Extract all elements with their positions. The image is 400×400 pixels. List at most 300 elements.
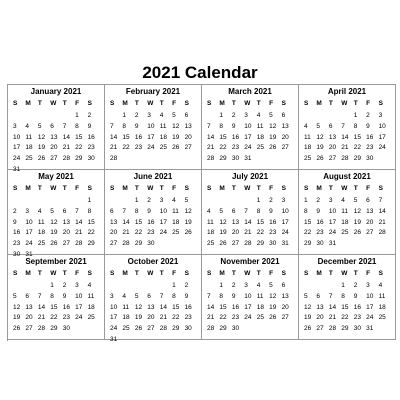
day-cell: 14 bbox=[110, 133, 118, 141]
empty-day-cell bbox=[219, 196, 231, 207]
empty-day-cell bbox=[50, 111, 62, 122]
day-cell: 20 bbox=[50, 144, 58, 152]
day-cell: 11 bbox=[122, 303, 130, 311]
day-cell: 2 bbox=[231, 282, 236, 289]
day-cell: 1 bbox=[122, 112, 127, 119]
empty-day-cell bbox=[122, 281, 134, 292]
day-cell: 1 bbox=[172, 282, 176, 289]
day-cell: 6 bbox=[328, 122, 333, 130]
day-cell: 1 bbox=[219, 112, 224, 119]
weekday-label: T bbox=[231, 100, 236, 107]
day-cell: 20 bbox=[147, 314, 155, 322]
day-cell: 20 bbox=[231, 229, 240, 237]
day-cell: 8 bbox=[304, 207, 308, 215]
empty-day-cell bbox=[122, 196, 134, 207]
day-cell: 27 bbox=[184, 144, 192, 152]
weekday-label: F bbox=[75, 100, 80, 107]
day-cell: 1 bbox=[341, 282, 345, 289]
day-cell: 18 bbox=[37, 229, 46, 237]
weekday-label: S bbox=[281, 100, 286, 107]
day-cell: 20 bbox=[281, 133, 289, 141]
day-cell: 27 bbox=[316, 325, 324, 333]
day-cell: 30 bbox=[269, 240, 277, 248]
empty-day-cell bbox=[38, 111, 50, 122]
day-cell: 21 bbox=[110, 144, 118, 152]
day-cell: 9 bbox=[366, 122, 370, 130]
day-cell: 12 bbox=[13, 303, 21, 311]
day-cell: 11 bbox=[87, 292, 95, 300]
day-cell: 8 bbox=[87, 207, 92, 215]
day-cell: 18 bbox=[304, 144, 312, 152]
day-cell: 11 bbox=[256, 122, 264, 130]
day-cell: 24 bbox=[13, 155, 21, 163]
weekday-label: W bbox=[50, 100, 57, 107]
day-cell: 28 bbox=[122, 240, 130, 248]
day-cell: 27 bbox=[231, 240, 240, 248]
day-cell: 22 bbox=[50, 314, 58, 322]
day-cell: 28 bbox=[244, 240, 252, 248]
day-cell: 19 bbox=[13, 314, 21, 322]
day-cell: 8 bbox=[134, 207, 139, 215]
day-cell: 19 bbox=[304, 314, 312, 322]
empty-day-cell bbox=[316, 111, 328, 122]
day-cell: 26 bbox=[184, 229, 192, 237]
month-panel bbox=[105, 85, 202, 170]
empty-day-cell bbox=[329, 281, 341, 292]
weekday-label: T bbox=[134, 270, 139, 277]
day-cell: 22 bbox=[341, 314, 349, 322]
day-cell: 7 bbox=[341, 122, 345, 130]
day-cell: 26 bbox=[172, 144, 180, 152]
day-grid bbox=[8, 111, 104, 176]
day-cell: 7 bbox=[110, 122, 114, 130]
month-name: July 2021 bbox=[231, 172, 269, 181]
day-cell: 18 bbox=[122, 314, 130, 322]
day-cell: 15 bbox=[353, 133, 361, 141]
day-cell: 4 bbox=[256, 282, 261, 289]
day-cell: 5 bbox=[134, 292, 139, 300]
month-panel bbox=[105, 255, 202, 343]
day-grid bbox=[299, 196, 395, 250]
month-name: January 2021 bbox=[30, 87, 82, 96]
day-cell: 24 bbox=[244, 144, 252, 152]
day-cell: 12 bbox=[353, 207, 361, 215]
day-cell: 4 bbox=[378, 282, 383, 289]
day-cell: 2 bbox=[184, 282, 189, 289]
weekday-label: F bbox=[75, 185, 80, 192]
month-name: February 2021 bbox=[125, 87, 181, 96]
weekday-header bbox=[8, 269, 104, 278]
day-cell: 30 bbox=[366, 155, 374, 163]
day-cell: 5 bbox=[269, 112, 273, 119]
weekday-label: W bbox=[341, 270, 348, 277]
day-cell: 28 bbox=[207, 155, 215, 163]
day-grid bbox=[105, 196, 201, 250]
day-cell: 21 bbox=[62, 144, 70, 152]
day-cell: 12 bbox=[219, 218, 227, 226]
month-panel bbox=[299, 85, 396, 170]
weekday-label: F bbox=[366, 270, 371, 277]
month-panel bbox=[202, 170, 299, 255]
day-cell: 2 bbox=[353, 282, 358, 289]
day-cell: 22 bbox=[172, 314, 180, 322]
day-cell: 17 bbox=[244, 303, 252, 311]
day-cell: 9 bbox=[231, 292, 236, 300]
weekday-label: S bbox=[378, 100, 383, 107]
day-cell: 29 bbox=[256, 240, 264, 248]
day-cell: 13 bbox=[328, 133, 337, 141]
day-cell: 23 bbox=[87, 144, 95, 152]
day-cell: 18 bbox=[172, 218, 180, 226]
day-cell: 23 bbox=[134, 144, 143, 152]
day-cell: 24 bbox=[244, 314, 252, 322]
day-cell: 30 bbox=[231, 155, 240, 163]
day-cell: 31 bbox=[25, 250, 33, 258]
day-cell: 19 bbox=[219, 229, 227, 237]
day-cell: 1 bbox=[219, 282, 224, 289]
day-cell: 23 bbox=[13, 240, 21, 248]
day-cell: 18 bbox=[256, 303, 264, 311]
empty-day-cell bbox=[63, 111, 75, 122]
weekday-header bbox=[299, 269, 395, 278]
day-cell: 24 bbox=[25, 240, 33, 248]
day-cell: 11 bbox=[256, 292, 264, 300]
day-cell: 8 bbox=[341, 292, 345, 300]
empty-day-cell bbox=[38, 196, 50, 207]
day-cell: 30 bbox=[353, 325, 361, 333]
weekday-label: W bbox=[341, 185, 348, 192]
day-cell: 10 bbox=[159, 207, 167, 215]
day-cell: 5 bbox=[304, 292, 308, 300]
day-cell: 25 bbox=[378, 314, 386, 322]
day-cell: 6 bbox=[184, 112, 189, 119]
weekday-label: M bbox=[219, 185, 225, 192]
day-cell: 10 bbox=[378, 122, 386, 130]
weekday-label: S bbox=[110, 185, 115, 192]
day-cell: 20 bbox=[316, 314, 324, 322]
day-cell: 28 bbox=[159, 325, 167, 333]
day-cell: 10 bbox=[366, 292, 374, 300]
day-cell: 10 bbox=[13, 133, 21, 141]
day-cell: 28 bbox=[62, 155, 70, 163]
weekday-label: F bbox=[269, 185, 274, 192]
empty-day-cell bbox=[13, 111, 25, 122]
day-cell: 19 bbox=[37, 144, 46, 152]
day-cell: 4 bbox=[256, 112, 261, 119]
day-cell: 16 bbox=[231, 133, 240, 141]
weekday-label: F bbox=[269, 270, 274, 277]
weekday-label: S bbox=[281, 270, 286, 277]
day-cell: 27 bbox=[281, 314, 289, 322]
day-cell: 11 bbox=[37, 218, 45, 226]
day-cell: 12 bbox=[50, 218, 58, 226]
day-cell: 23 bbox=[184, 314, 192, 322]
empty-day-cell bbox=[244, 196, 256, 207]
day-cell: 9 bbox=[353, 292, 358, 300]
empty-day-cell bbox=[329, 111, 341, 122]
day-cell: 5 bbox=[13, 292, 17, 300]
weekday-label: W bbox=[341, 100, 348, 107]
day-grid bbox=[202, 111, 298, 165]
day-cell: 14 bbox=[207, 303, 215, 311]
day-cell: 3 bbox=[159, 197, 164, 204]
day-cell: 22 bbox=[75, 144, 83, 152]
day-cell: 11 bbox=[25, 133, 33, 141]
day-cell: 17 bbox=[147, 133, 155, 141]
day-cell: 7 bbox=[378, 197, 383, 204]
day-cell: 14 bbox=[244, 218, 252, 226]
weekday-label: W bbox=[50, 185, 57, 192]
day-grid bbox=[8, 196, 104, 261]
day-cell: 16 bbox=[13, 229, 21, 237]
weekday-label: T bbox=[62, 185, 67, 192]
month-panel bbox=[299, 255, 396, 340]
day-cell: 12 bbox=[269, 292, 277, 300]
day-cell: 16 bbox=[269, 218, 277, 226]
weekday-label: S bbox=[378, 270, 383, 277]
day-cell: 10 bbox=[110, 303, 118, 311]
day-cell: 15 bbox=[87, 218, 95, 226]
day-cell: 2 bbox=[366, 112, 370, 119]
weekday-label: F bbox=[172, 185, 177, 192]
day-cell: 30 bbox=[184, 325, 192, 333]
day-cell: 27 bbox=[366, 229, 374, 237]
day-grid bbox=[202, 281, 298, 335]
day-cell: 19 bbox=[269, 133, 277, 141]
day-cell: 1 bbox=[353, 112, 358, 119]
empty-day-cell bbox=[160, 281, 172, 292]
day-cell: 13 bbox=[281, 122, 289, 130]
weekday-label: S bbox=[184, 100, 189, 107]
day-cell: 7 bbox=[37, 292, 42, 300]
weekday-label: S bbox=[13, 100, 18, 107]
empty-day-cell bbox=[304, 281, 316, 292]
day-cell: 10 bbox=[25, 218, 33, 226]
day-cell: 22 bbox=[134, 229, 143, 237]
day-cell: 25 bbox=[341, 229, 349, 237]
day-grid bbox=[105, 281, 201, 346]
day-cell: 7 bbox=[122, 207, 127, 215]
day-cell: 18 bbox=[207, 229, 215, 237]
day-cell: 13 bbox=[184, 122, 192, 130]
empty-day-cell bbox=[207, 111, 219, 122]
day-cell: 17 bbox=[244, 133, 252, 141]
day-cell: 15 bbox=[304, 218, 312, 226]
weekday-label: S bbox=[87, 270, 92, 277]
day-cell: 8 bbox=[219, 122, 224, 130]
weekday-label: S bbox=[304, 100, 309, 107]
weekday-label: T bbox=[328, 100, 333, 107]
day-cell: 28 bbox=[341, 155, 349, 163]
empty-day-cell bbox=[304, 111, 316, 122]
weekday-label: T bbox=[353, 270, 358, 277]
empty-day-cell bbox=[25, 281, 37, 292]
day-cell: 21 bbox=[159, 314, 167, 322]
day-cell: 23 bbox=[62, 314, 70, 322]
day-cell: 17 bbox=[13, 144, 21, 152]
weekday-label: W bbox=[147, 100, 154, 107]
day-cell: 17 bbox=[328, 218, 337, 226]
weekday-label: T bbox=[37, 185, 42, 192]
day-cell: 20 bbox=[184, 133, 192, 141]
day-cell: 2 bbox=[134, 112, 139, 119]
day-cell: 26 bbox=[50, 240, 58, 248]
day-cell: 19 bbox=[134, 314, 143, 322]
empty-day-cell bbox=[13, 281, 25, 292]
day-cell: 4 bbox=[37, 207, 42, 215]
day-cell: 25 bbox=[256, 144, 264, 152]
day-cell: 16 bbox=[184, 303, 192, 311]
day-cell: 24 bbox=[147, 144, 155, 152]
day-cell: 22 bbox=[304, 229, 312, 237]
day-cell: 4 bbox=[207, 207, 211, 215]
day-cell: 9 bbox=[316, 207, 321, 215]
day-cell: 14 bbox=[341, 133, 349, 141]
day-cell: 20 bbox=[328, 144, 337, 152]
day-cell: 12 bbox=[134, 303, 143, 311]
day-cell: 6 bbox=[147, 292, 151, 300]
month-panel bbox=[202, 255, 299, 340]
day-cell: 2 bbox=[13, 207, 17, 215]
day-cell: 21 bbox=[207, 144, 215, 152]
day-cell: 7 bbox=[207, 122, 211, 130]
weekday-header bbox=[202, 269, 298, 278]
day-cell: 17 bbox=[75, 303, 83, 311]
day-cell: 13 bbox=[316, 303, 324, 311]
day-cell: 29 bbox=[219, 325, 227, 333]
day-cell: 22 bbox=[122, 144, 130, 152]
weekday-label: W bbox=[147, 185, 154, 192]
weekday-label: T bbox=[231, 270, 236, 277]
day-cell: 14 bbox=[62, 133, 70, 141]
weekday-header bbox=[105, 269, 201, 278]
weekday-label: M bbox=[316, 185, 322, 192]
day-cell: 27 bbox=[50, 155, 58, 163]
day-cell: 17 bbox=[378, 133, 386, 141]
weekday-label: S bbox=[110, 270, 115, 277]
empty-day-cell bbox=[232, 196, 244, 207]
day-cell: 13 bbox=[50, 133, 58, 141]
weekday-header bbox=[299, 184, 395, 193]
weekday-label: T bbox=[353, 185, 358, 192]
weekday-header bbox=[105, 184, 201, 193]
weekday-label: S bbox=[87, 185, 92, 192]
day-cell: 3 bbox=[244, 112, 248, 119]
month-panel bbox=[299, 170, 396, 255]
day-cell: 25 bbox=[122, 325, 130, 333]
day-cell: 18 bbox=[159, 133, 167, 141]
day-cell: 16 bbox=[134, 133, 143, 141]
day-cell: 26 bbox=[353, 229, 361, 237]
day-cell: 1 bbox=[87, 197, 92, 204]
weekday-label: M bbox=[122, 185, 128, 192]
day-cell: 29 bbox=[341, 325, 349, 333]
day-cell: 3 bbox=[328, 197, 333, 204]
day-cell: 26 bbox=[269, 144, 277, 152]
day-cell: 23 bbox=[231, 144, 240, 152]
day-cell: 4 bbox=[172, 197, 176, 204]
weekday-label: S bbox=[207, 100, 212, 107]
weekday-label: W bbox=[244, 100, 251, 107]
day-cell: 30 bbox=[231, 325, 240, 333]
day-cell: 13 bbox=[281, 292, 289, 300]
empty-day-cell bbox=[341, 111, 353, 122]
month-name: October 2021 bbox=[127, 257, 179, 266]
day-cell: 25 bbox=[172, 229, 180, 237]
weekday-label: S bbox=[207, 185, 212, 192]
day-cell: 9 bbox=[147, 207, 151, 215]
day-cell: 3 bbox=[378, 112, 383, 119]
weekday-label: S bbox=[281, 185, 286, 192]
day-cell: 17 bbox=[110, 314, 118, 322]
weekday-label: T bbox=[62, 100, 67, 107]
day-cell: 25 bbox=[207, 240, 215, 248]
day-cell: 24 bbox=[110, 325, 118, 333]
day-cell: 12 bbox=[304, 303, 312, 311]
day-cell: 2 bbox=[269, 197, 273, 204]
day-cell: 2 bbox=[231, 112, 236, 119]
weekday-label: M bbox=[219, 100, 225, 107]
day-cell: 3 bbox=[110, 292, 114, 300]
day-cell: 13 bbox=[25, 303, 33, 311]
day-cell: 11 bbox=[378, 292, 386, 300]
day-cell: 15 bbox=[172, 303, 180, 311]
day-cell: 21 bbox=[328, 314, 337, 322]
weekday-label: M bbox=[316, 270, 322, 277]
day-cell: 26 bbox=[13, 325, 21, 333]
day-cell: 22 bbox=[87, 229, 95, 237]
day-cell: 27 bbox=[147, 325, 155, 333]
day-cell: 30 bbox=[316, 240, 324, 248]
day-cell: 4 bbox=[341, 197, 345, 204]
weekday-label: T bbox=[328, 185, 333, 192]
empty-day-cell bbox=[207, 281, 219, 292]
weekday-label: F bbox=[75, 270, 80, 277]
day-cell: 15 bbox=[341, 303, 349, 311]
day-cell: 3 bbox=[13, 122, 17, 130]
weekday-label: S bbox=[184, 270, 189, 277]
day-cell: 7 bbox=[207, 292, 211, 300]
day-cell: 27 bbox=[281, 144, 289, 152]
day-cell: 15 bbox=[256, 218, 264, 226]
day-cell: 19 bbox=[184, 218, 192, 226]
day-cell: 16 bbox=[366, 133, 374, 141]
weekday-label: S bbox=[304, 270, 309, 277]
weekday-label: T bbox=[231, 185, 236, 192]
day-cell: 17 bbox=[281, 218, 289, 226]
weekday-label: S bbox=[378, 185, 383, 192]
day-cell: 9 bbox=[269, 207, 273, 215]
day-cell: 6 bbox=[316, 292, 321, 300]
empty-day-cell bbox=[135, 281, 147, 292]
weekday-label: S bbox=[207, 270, 212, 277]
day-grid bbox=[8, 281, 104, 335]
empty-day-cell bbox=[207, 196, 219, 207]
month-name: September 2021 bbox=[25, 257, 87, 266]
day-cell: 5 bbox=[184, 197, 189, 204]
weekday-label: S bbox=[184, 185, 189, 192]
day-cell: 10 bbox=[281, 207, 289, 215]
day-cell: 29 bbox=[75, 155, 83, 163]
month-name: November 2021 bbox=[220, 257, 280, 266]
day-cell: 7 bbox=[244, 207, 248, 215]
day-cell: 10 bbox=[328, 207, 337, 215]
day-cell: 1 bbox=[134, 197, 139, 204]
day-cell: 23 bbox=[231, 314, 240, 322]
day-cell: 18 bbox=[378, 303, 386, 311]
weekday-label: F bbox=[172, 270, 177, 277]
day-cell: 2 bbox=[316, 197, 321, 204]
